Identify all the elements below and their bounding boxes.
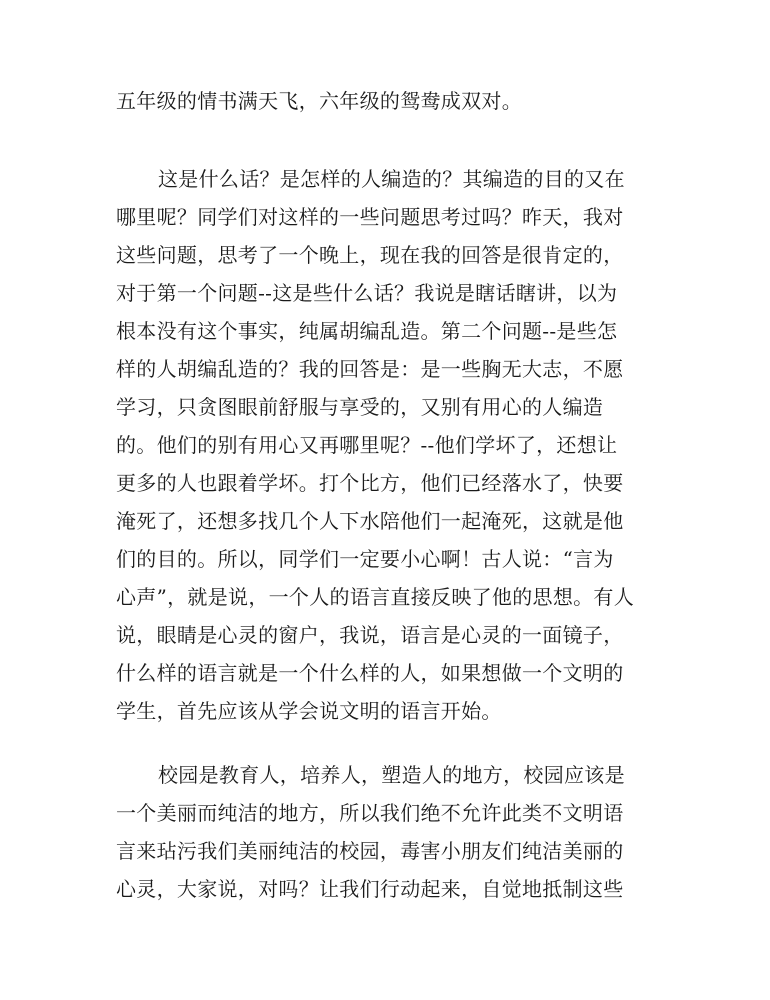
paragraph-2 xyxy=(116,160,656,730)
paragraph-line: 什么样的语言就是一个什么样的人，如果想做一个文明的 xyxy=(116,661,624,685)
paragraph-line: 心灵，大家说，对吗？让我们行动起来，自觉地抵制这些 xyxy=(116,877,624,901)
paragraph-3 xyxy=(116,756,656,908)
paragraph-line: 言来玷污我们美丽纯洁的校园，毒害小朋友们纯洁美丽的 xyxy=(116,839,624,863)
paragraph-line: 五年级的情书满天飞，六年级的鸳鸯成双对。 xyxy=(116,89,522,113)
paragraph-line: 更多的人也跟着学坏。打个比方，他们已经落水了，快要 xyxy=(116,471,624,495)
paragraph-line: 一个美丽而纯洁的地方，所以我们绝不允许此类不文明语 xyxy=(116,801,624,825)
paragraph-line: 样的人胡编乱造的？我的回答是：是一些胸无大志，不愿 xyxy=(116,357,624,381)
paragraph-line: 对于第一个问题--这是些什么话？我说是瞎话瞎讲，以为 xyxy=(116,281,618,305)
paragraph-line: 学习，只贪图眼前舒服与享受的，又别有用心的人编造 xyxy=(116,395,604,419)
paragraph-line: 淹死了，还想多找几个人下水陪他们一起淹死，这就是他 xyxy=(116,509,624,533)
paragraph-line: 哪里呢？同学们对这样的一些问题思考过吗？昨天，我对 xyxy=(116,205,624,229)
paragraph-line: 学生，首先应该从学会说文明的语言开始。 xyxy=(116,699,502,723)
paragraph-line: 根本没有这个事实，纯属胡编乱造。第二个问题--是些怎 xyxy=(116,319,618,343)
paragraph-line: 这是什么话？是怎样的人编造的？其编造的目的又在 xyxy=(158,167,625,191)
paragraph-1 xyxy=(116,82,656,120)
paragraph-line: 说，眼睛是心灵的窗户，我说，语言是心灵的一面镜子， xyxy=(116,623,624,647)
paragraph-line: 校园是教育人，培养人，塑造人的地方，校园应该是 xyxy=(158,763,625,787)
paragraph-line: 的。他们的别有用心又再哪里呢？--他们学坏了，还想让 xyxy=(116,433,618,457)
paragraph-line: 们的目的。所以，同学们一定要小心啊！古人说：“言为 xyxy=(116,547,614,571)
paragraph-line: 这些问题，思考了一个晚上，现在我的回答是很肯定的， xyxy=(116,243,624,267)
paragraph-line: 心声”，就是说，一个人的语言直接反映了他的思想。有人 xyxy=(116,585,635,609)
